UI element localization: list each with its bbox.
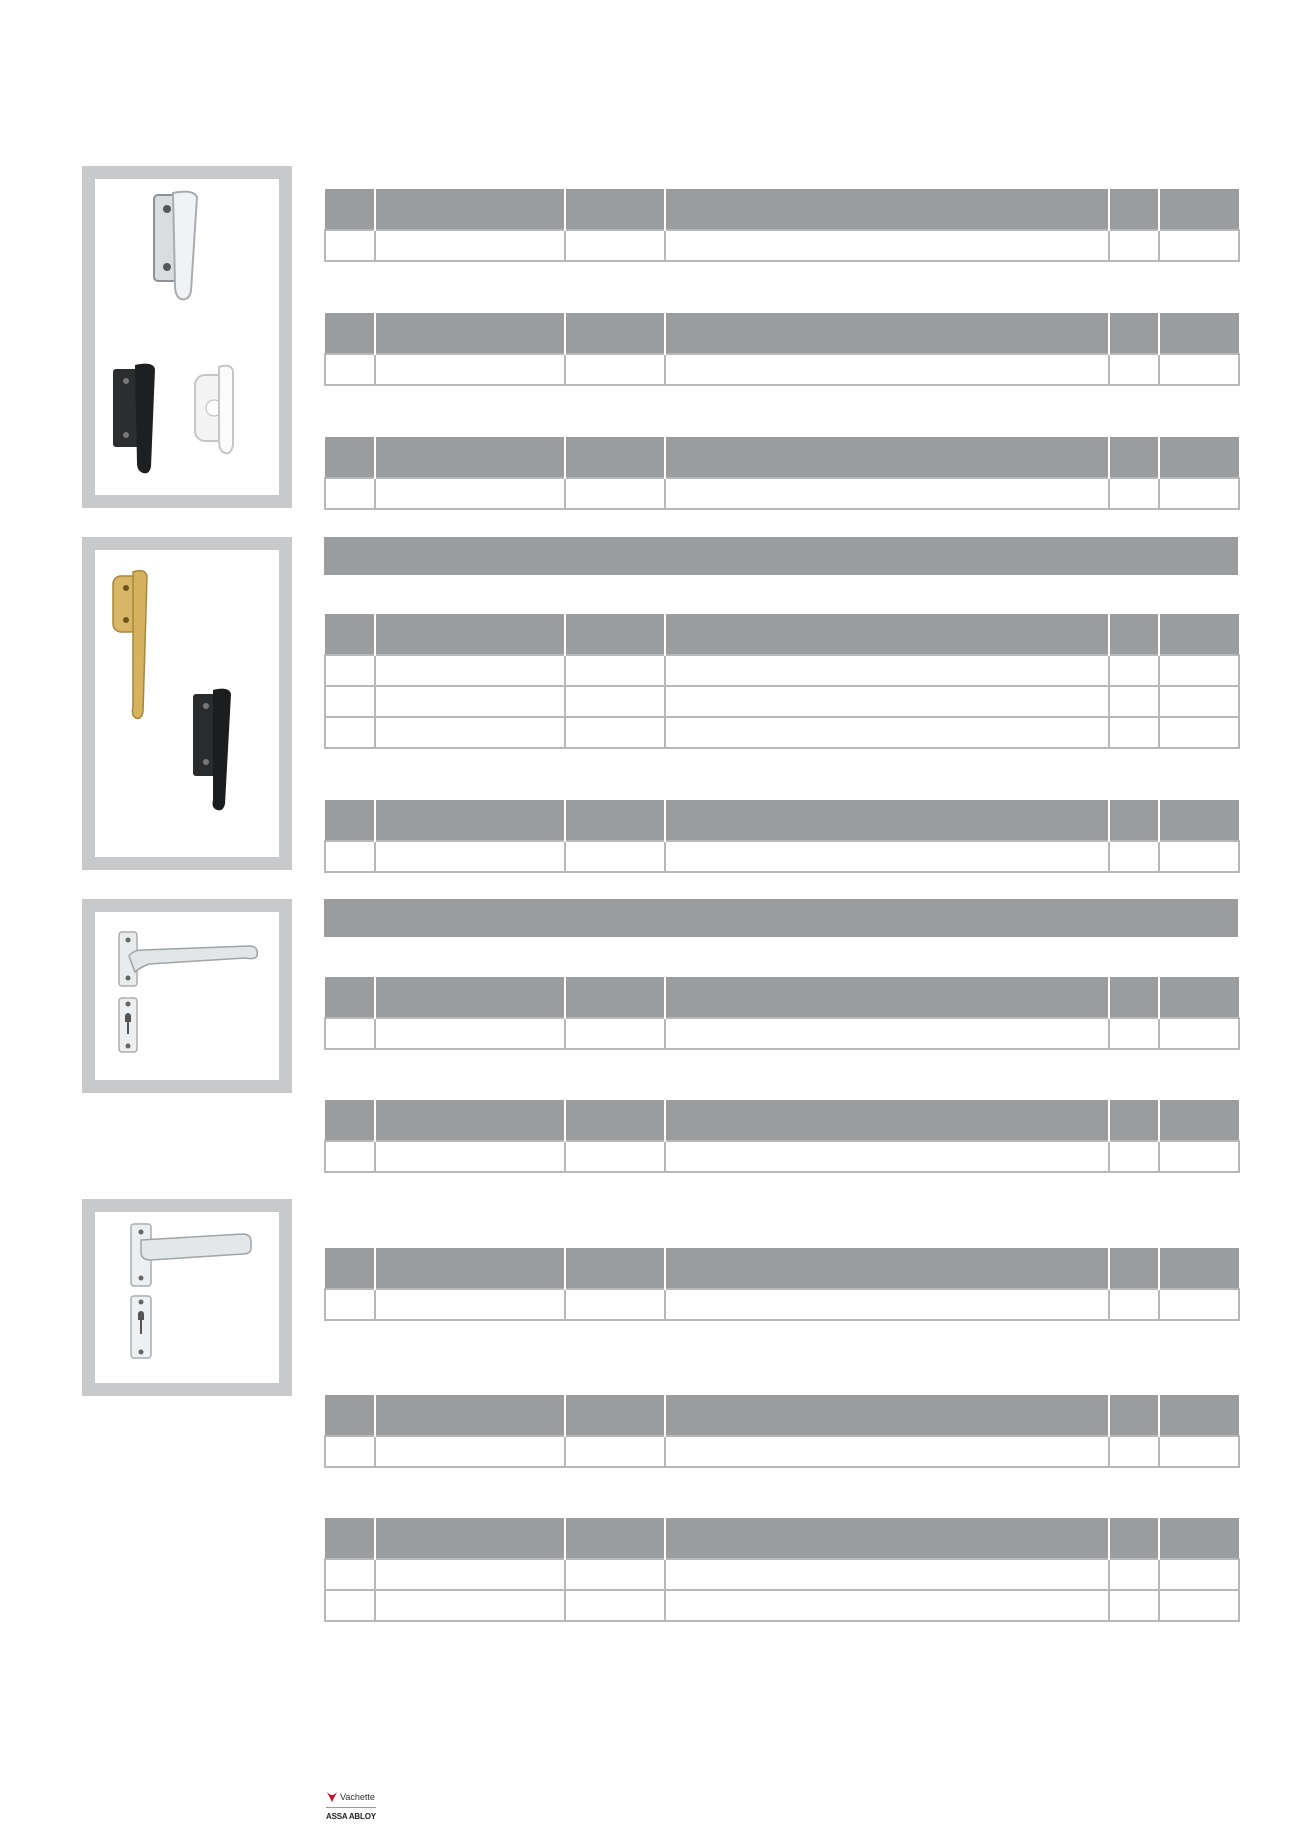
table-cell [375, 478, 565, 509]
table-header-cell [665, 313, 1109, 354]
table-header-cell [325, 1248, 375, 1289]
table-row [325, 1559, 1239, 1590]
table-cell [325, 1559, 375, 1590]
table-header-row [325, 977, 1239, 1018]
table-header-cell [565, 437, 665, 478]
table-cell [325, 686, 375, 717]
table-cell [1159, 1141, 1239, 1172]
table-cell [1109, 1141, 1159, 1172]
table-header-cell [1159, 1100, 1239, 1141]
table-cell [565, 1436, 665, 1467]
table-header-cell [565, 189, 665, 230]
table-cell [665, 1590, 1109, 1621]
table-header-cell [565, 313, 665, 354]
table-cell [325, 717, 375, 748]
table-header-cell [665, 614, 1109, 655]
table-row [325, 1141, 1239, 1172]
table-header-row [325, 1100, 1239, 1141]
table-header-cell [325, 1395, 375, 1436]
table-cell [325, 1018, 375, 1049]
table-cell [325, 841, 375, 872]
table-cell [665, 655, 1109, 686]
table-header-row [325, 800, 1239, 841]
table-header-cell [665, 977, 1109, 1018]
lever-handle-illustration-2 [95, 1212, 279, 1383]
table-cell [1109, 655, 1159, 686]
product-table-3 [324, 437, 1240, 510]
table-cell [1109, 717, 1159, 748]
table-row [325, 655, 1239, 686]
table-cell [325, 1289, 375, 1320]
product-table-7 [324, 1100, 1240, 1173]
table-header-cell [1159, 800, 1239, 841]
table-row [325, 478, 1239, 509]
table-header-cell [1159, 189, 1239, 230]
table-cell [1159, 1590, 1239, 1621]
table-cell [325, 354, 375, 385]
table-header-cell [1109, 313, 1159, 354]
table-header-cell [325, 614, 375, 655]
table-cell [325, 1141, 375, 1172]
table-cell [565, 841, 665, 872]
table-header-cell [375, 977, 565, 1018]
table-cell [665, 841, 1109, 872]
product-image-frame-2 [82, 537, 292, 870]
table-cell [665, 354, 1109, 385]
table-cell [1109, 1559, 1159, 1590]
table-cell [565, 717, 665, 748]
table-cell [375, 1141, 565, 1172]
table-cell [375, 841, 565, 872]
table-cell [565, 230, 665, 261]
table-cell [565, 1018, 665, 1049]
table-cell [375, 1289, 565, 1320]
table-header-cell [325, 1518, 375, 1559]
table-cell [1159, 655, 1239, 686]
table-header-cell [665, 1395, 1109, 1436]
product-table-6 [324, 977, 1240, 1050]
table-header-cell [565, 1248, 665, 1289]
table-cell [375, 354, 565, 385]
table-cell [1159, 686, 1239, 717]
table-header-cell [665, 189, 1109, 230]
table-header-cell [1109, 437, 1159, 478]
table-cell [565, 478, 665, 509]
table-cell [1109, 1436, 1159, 1467]
table-header-row [325, 614, 1239, 655]
table-cell [565, 655, 665, 686]
table-header-row [325, 313, 1239, 354]
table-header-cell [665, 800, 1109, 841]
product-table-8 [324, 1248, 1240, 1321]
table-header-row [325, 1518, 1239, 1559]
table-cell [665, 717, 1109, 748]
table-cell [1159, 1018, 1239, 1049]
table-header-cell [375, 1395, 565, 1436]
table-header-cell [325, 313, 375, 354]
product-table-1 [324, 189, 1240, 262]
table-cell [1109, 841, 1159, 872]
table-cell [1109, 354, 1159, 385]
table-header-cell [1159, 614, 1239, 655]
table-cell [325, 230, 375, 261]
table-header-cell [1109, 977, 1159, 1018]
table-header-cell [665, 437, 1109, 478]
table-cell [665, 1141, 1109, 1172]
table-header-cell [665, 1248, 1109, 1289]
table-header-cell [325, 1100, 375, 1141]
table-header-cell [325, 800, 375, 841]
table-header-cell [1159, 1248, 1239, 1289]
table-cell [1109, 478, 1159, 509]
table-header-cell [665, 1100, 1109, 1141]
table-header-cell [375, 1518, 565, 1559]
product-table-9 [324, 1395, 1240, 1468]
table-header-cell [565, 977, 665, 1018]
table-cell [565, 1590, 665, 1621]
table-header-cell [1109, 800, 1159, 841]
table-cell [665, 1289, 1109, 1320]
table-cell [1159, 1559, 1239, 1590]
table-header-cell [565, 1395, 665, 1436]
table-header-row [325, 437, 1239, 478]
table-header-cell [375, 313, 565, 354]
table-header-cell [565, 800, 665, 841]
table-cell [1109, 230, 1159, 261]
product-table-5 [324, 800, 1240, 873]
table-cell [375, 1436, 565, 1467]
table-row [325, 841, 1239, 872]
table-header-cell [1109, 614, 1159, 655]
table-cell [1159, 1436, 1239, 1467]
table-header-cell [375, 1100, 565, 1141]
table-cell [665, 686, 1109, 717]
window-handle-illustration-set-1 [95, 179, 279, 495]
table-cell [565, 1289, 665, 1320]
table-cell [665, 1018, 1109, 1049]
table-cell [665, 1559, 1109, 1590]
table-header-cell [375, 437, 565, 478]
table-header-cell [1159, 1395, 1239, 1436]
table-cell [325, 478, 375, 509]
table-header-cell [1109, 1248, 1159, 1289]
table-cell [325, 655, 375, 686]
table-header-cell [665, 1518, 1109, 1559]
table-header-cell [325, 189, 375, 230]
table-row [325, 1436, 1239, 1467]
vachette-logo-mark-icon [326, 1791, 338, 1803]
table-header-cell [325, 437, 375, 478]
table-cell [375, 686, 565, 717]
table-cell [1109, 686, 1159, 717]
product-image-frame-1 [82, 166, 292, 508]
table-header-cell [1109, 1100, 1159, 1141]
table-row [325, 686, 1239, 717]
table-cell [1159, 230, 1239, 261]
table-cell [1109, 1289, 1159, 1320]
product-table-2 [324, 313, 1240, 386]
table-cell [1159, 354, 1239, 385]
table-row [325, 1590, 1239, 1621]
table-row [325, 1289, 1239, 1320]
table-row [325, 354, 1239, 385]
table-cell [1159, 1289, 1239, 1320]
table-header-cell [565, 1100, 665, 1141]
table-cell [1159, 841, 1239, 872]
table-header-cell [1109, 1395, 1159, 1436]
table-cell [375, 655, 565, 686]
table-header-cell [375, 614, 565, 655]
table-header-cell [565, 614, 665, 655]
table-header-cell [1159, 313, 1239, 354]
table-cell [565, 686, 665, 717]
table-cell [1109, 1590, 1159, 1621]
table-header-cell [375, 800, 565, 841]
table-header-row [325, 1395, 1239, 1436]
table-header-cell [1159, 977, 1239, 1018]
logo-brand-text: Vachette [340, 1792, 375, 1802]
logo-divider [326, 1807, 376, 1808]
table-cell [565, 354, 665, 385]
table-cell [1109, 1018, 1159, 1049]
table-row [325, 717, 1239, 748]
table-header-cell [325, 977, 375, 1018]
table-header-cell [1159, 1518, 1239, 1559]
table-cell [375, 717, 565, 748]
vachette-assa-abloy-logo [326, 1791, 436, 1827]
table-header-row [325, 1248, 1239, 1289]
window-handle-illustration-set-2 [95, 550, 279, 857]
lever-handle-illustration-1 [95, 912, 279, 1080]
table-cell [565, 1141, 665, 1172]
section-header-band-2 [324, 537, 1238, 575]
table-header-cell [375, 189, 565, 230]
table-cell [325, 1590, 375, 1621]
table-cell [565, 1559, 665, 1590]
table-cell [325, 1436, 375, 1467]
table-cell [1159, 478, 1239, 509]
table-row [325, 1018, 1239, 1049]
table-header-row [325, 189, 1239, 230]
table-header-cell [1109, 1518, 1159, 1559]
product-image-frame-3 [82, 899, 292, 1093]
table-cell [375, 230, 565, 261]
table-cell [375, 1590, 565, 1621]
table-header-cell [1159, 437, 1239, 478]
table-row [325, 230, 1239, 261]
table-cell [665, 478, 1109, 509]
table-cell [1159, 717, 1239, 748]
table-cell [665, 230, 1109, 261]
section-header-band-3 [324, 899, 1238, 937]
table-header-cell [565, 1518, 665, 1559]
table-cell [375, 1559, 565, 1590]
table-cell [665, 1436, 1109, 1467]
table-cell [375, 1018, 565, 1049]
product-image-frame-4 [82, 1199, 292, 1396]
product-table-10 [324, 1518, 1240, 1622]
table-header-cell [375, 1248, 565, 1289]
logo-group-text: ASSA ABLOY [326, 1812, 376, 1821]
table-header-cell [1109, 189, 1159, 230]
product-table-4 [324, 614, 1240, 749]
